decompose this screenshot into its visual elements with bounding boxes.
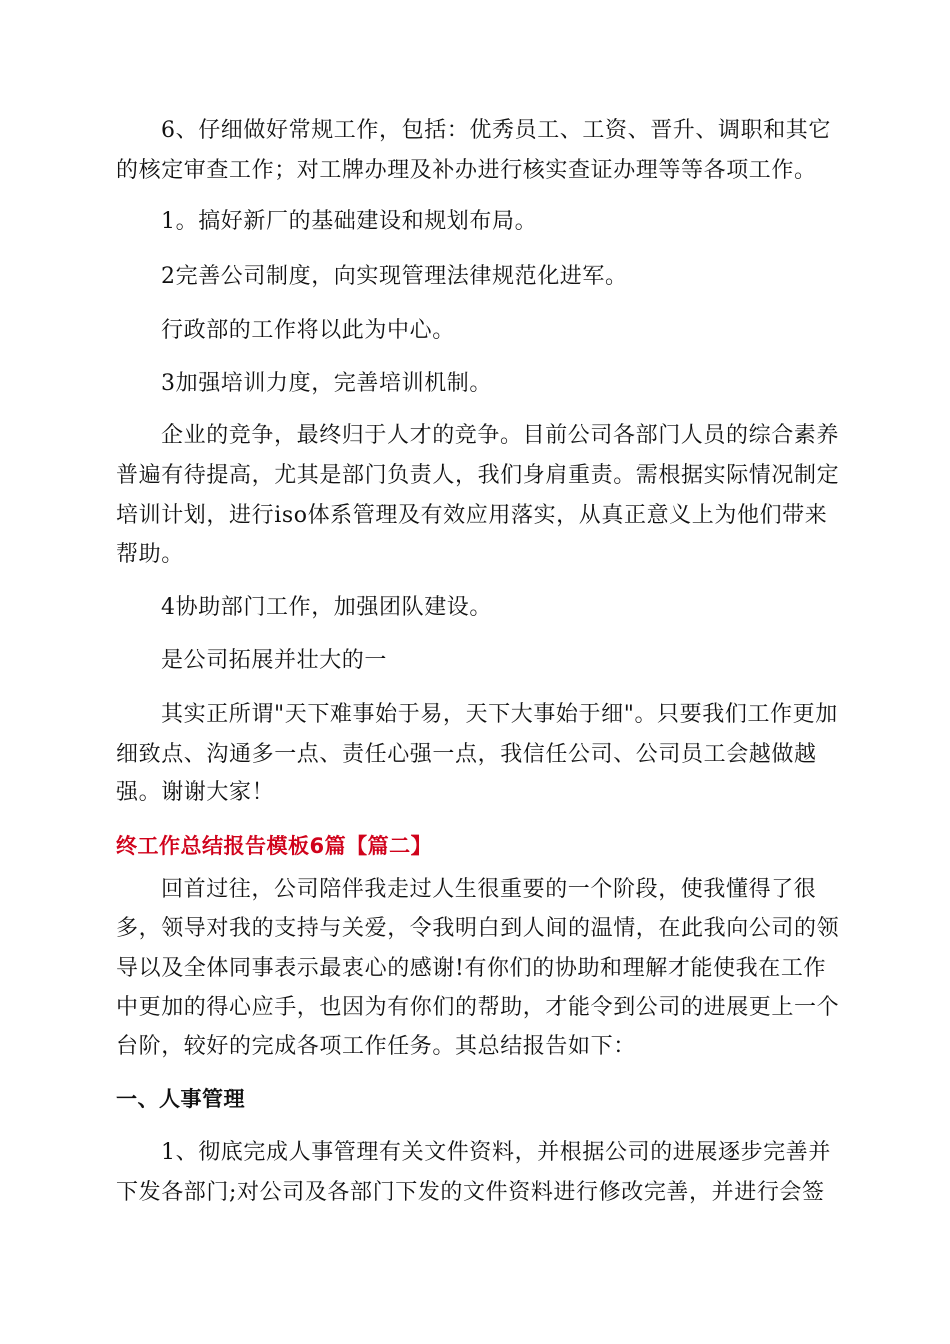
paragraph-line: 1、彻底完成人事管理有关文件资料，并根据公司的进展逐步完善并	[161, 1140, 831, 1165]
paragraph-line: 中更加的得心应手，也因为有你们的帮助，才能令到公司的进展更上一个	[116, 995, 840, 1020]
paragraph-line: 细致点、沟通多一点、责任心强一点，我信任公司、公司员工会越做越	[116, 742, 817, 767]
paragraph-line: 2完善公司制度，向实现管理法律规范化进军。	[161, 264, 628, 289]
paragraph-line: 的核定审查工作；对工牌办理及补办进行核实查证办理等等各项工作。	[116, 158, 817, 183]
paragraph-line: 6、仔细做好常规工作，包括：优秀员工、工资、晋升、调职和其它	[161, 118, 831, 143]
section-title: 终工作总结报告模板6篇【篇二】	[116, 834, 433, 858]
paragraph-line: 普遍有待提高，尤其是部门负责人，我们身肩重责。需根据实际情况制定	[116, 463, 840, 488]
paragraph-line: 行政部的工作将以此为中心。	[161, 318, 455, 343]
paragraph-line: 是公司拓展并壮大的一	[161, 648, 388, 673]
paragraph-line: 多，领导对我的支持与关爱，令我明白到人间的温情，在此我向公司的领	[116, 916, 840, 941]
paragraph-line: 其实正所谓"天下难事始于易，天下大事始于细"。只要我们工作更加	[161, 702, 838, 727]
paragraph-line: 企业的竞争，最终归于人才的竞争。目前公司各部门人员的综合素养	[161, 423, 840, 448]
sub-heading: 一、人事管理	[116, 1087, 245, 1111]
paragraph-line: 下发各部门;对公司及各部门下发的文件资料进行修改完善，并进行会签	[116, 1180, 825, 1205]
paragraph-line: 强。谢谢大家！	[116, 780, 275, 805]
paragraph-line: 4协助部门工作，加强团队建设。	[161, 595, 492, 620]
paragraph-line: 台阶，较好的完成各项工作任务。其总结报告如下：	[116, 1034, 636, 1059]
paragraph-line: 培训计划，进行iso体系管理及有效应用落实，从真正意义上为他们带来	[116, 503, 828, 528]
paragraph-line: 导以及全体同事表示最衷心的感谢!有你们的协助和理解才能使我在工作	[116, 956, 827, 981]
paragraph-line: 回首过往，公司陪伴我走过人生很重要的一个阶段，使我懂得了很	[161, 877, 817, 902]
paragraph-line: 1。搞好新厂的基础建设和规划布局。	[161, 209, 538, 234]
paragraph-line: 帮助。	[116, 542, 184, 567]
paragraph-line: 3加强培训力度，完善培训机制。	[161, 371, 492, 396]
